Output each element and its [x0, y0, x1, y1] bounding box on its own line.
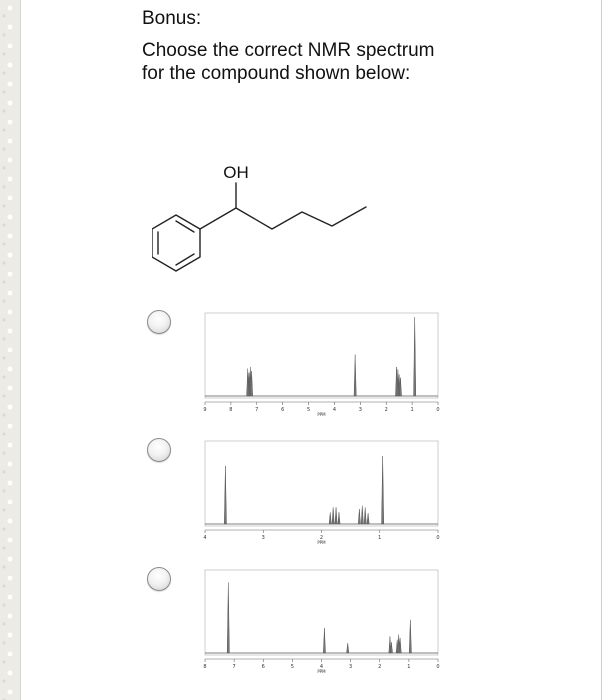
x-tick-label: 2 — [319, 535, 324, 541]
spectrum-peak — [361, 506, 363, 524]
answer-option-c[interactable] — [147, 566, 605, 686]
side-decoration-strip — [0, 0, 21, 700]
x-tick-label: 1 — [378, 535, 382, 541]
hydroxyl-label: OH — [223, 163, 249, 182]
x-tick-label: 6 — [261, 664, 265, 670]
x-tick-label: 2 — [384, 407, 388, 413]
spectrum-peak — [354, 355, 356, 397]
spectrum-peak — [367, 513, 369, 524]
x-tick-label: 1 — [410, 407, 414, 413]
spectrum-peak — [358, 509, 360, 524]
plot-frame — [205, 441, 438, 526]
option-b-spectrum — [183, 437, 443, 555]
answer-option-a[interactable] — [147, 309, 605, 429]
option-a-radio[interactable] — [147, 310, 171, 334]
spectrum-peak — [224, 466, 226, 524]
x-tick-label: 7 — [255, 407, 259, 413]
x-tick-label: 3 — [349, 664, 353, 670]
x-tick-label: 8 — [229, 407, 233, 413]
bonus-heading: Bonus: — [142, 8, 202, 29]
spectrum-peak — [364, 507, 366, 524]
x-tick-label: 4 — [332, 407, 337, 413]
x-tick-label: 3 — [261, 535, 265, 541]
compound-structure — [152, 152, 377, 277]
spectrum-peak — [382, 456, 384, 524]
plot-frame — [205, 570, 438, 655]
spectrum-chart — [183, 437, 443, 555]
answer-option-b[interactable] — [147, 437, 605, 557]
spectrum-peak — [399, 638, 401, 653]
spectrum-chart — [183, 566, 443, 684]
spectrum-peak — [329, 512, 331, 524]
option-a-spectrum — [183, 309, 443, 427]
x-axis-label: PPM — [317, 540, 326, 545]
x-tick-label: 9 — [203, 407, 207, 413]
ring-double-bond — [176, 254, 194, 265]
x-tick-label: 0 — [436, 407, 440, 413]
benzene-ring — [152, 215, 200, 271]
x-tick-label: 1 — [407, 664, 411, 670]
spectrum-chart — [183, 309, 443, 427]
spectrum-peak — [323, 628, 325, 653]
x-tick-label: 4 — [203, 535, 207, 541]
structure-drawing — [152, 152, 377, 277]
option-c-radio[interactable] — [147, 567, 171, 591]
spectrum-peak — [409, 620, 411, 653]
spectrum-peak — [338, 512, 340, 524]
x-axis-label: PPM — [317, 412, 326, 417]
option-c-spectrum — [183, 566, 443, 684]
carbon-chain — [200, 207, 366, 229]
spectrum-peak — [227, 582, 229, 653]
x-tick-label: 8 — [203, 664, 207, 670]
x-tick-label: 6 — [281, 407, 285, 413]
x-tick-label: 5 — [290, 664, 294, 670]
x-axis-label: PPM — [317, 669, 326, 674]
plot-frame — [205, 313, 438, 398]
spectrum-peak — [347, 643, 349, 653]
spectrum-peak — [335, 507, 337, 524]
x-tick-label: 0 — [436, 535, 440, 541]
x-tick-label: 2 — [378, 664, 382, 670]
x-tick-label: 5 — [306, 407, 311, 413]
x-tick-label: 0 — [436, 664, 440, 670]
spectrum-peak — [414, 317, 416, 396]
x-tick-label: 4 — [319, 664, 324, 670]
x-tick-label: 3 — [358, 407, 362, 413]
x-tick-label: 7 — [232, 664, 236, 670]
question-prompt: Choose the correct NMR spectrum for the compound shown below: — [142, 40, 435, 84]
spectrum-peak — [332, 507, 334, 524]
option-b-radio[interactable] — [147, 438, 171, 462]
ring-double-bond — [176, 221, 194, 232]
question-panel — [20, 0, 601, 700]
